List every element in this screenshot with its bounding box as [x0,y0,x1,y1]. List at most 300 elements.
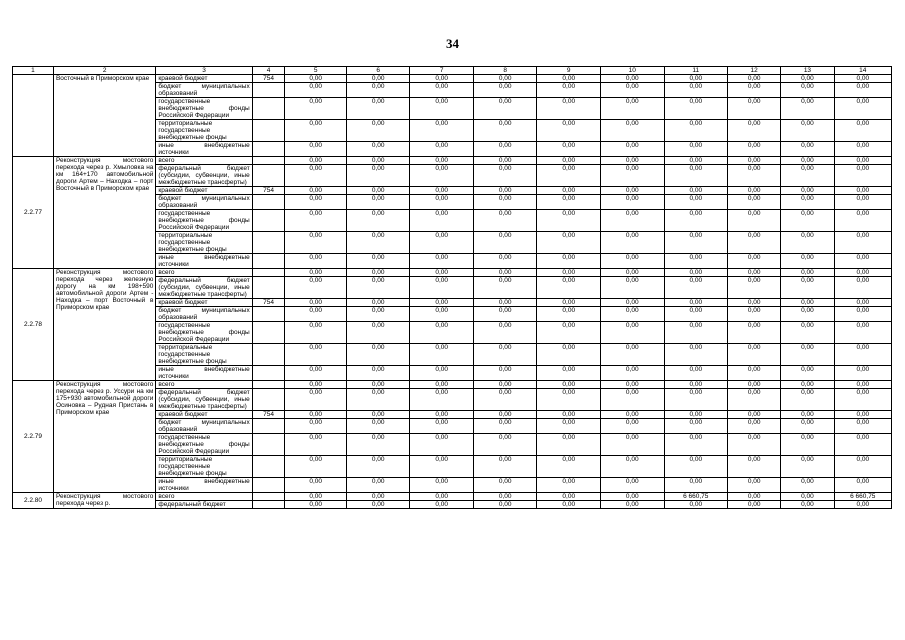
value-cell: 0,00 [728,456,781,478]
value-cell: 0,00 [781,493,834,501]
item-code: 2.2.78 [13,269,54,381]
funding-source: бюджет муниципальных образований [156,195,252,210]
value-cell: 0,00 [781,157,834,165]
funding-source: государственные внебюджетные фонды Российской Федерации [156,322,252,344]
value-cell: 0,00 [346,269,410,277]
value-cell: 0,00 [473,210,537,232]
item-name: Реконструкция мостового перехода через р. Уссури на км 175+930 автомобильной дороги Осиновка – Рудная Пристань в Приморском крае [53,381,155,493]
budget-table [12,66,892,509]
value-cell: 0,00 [410,419,474,434]
value-cell: 0,00 [346,277,410,299]
value-cell: 0,00 [537,142,601,157]
value-cell: 0,00 [473,366,537,381]
value-cell: 0,00 [601,456,665,478]
value-cell: 0,00 [473,254,537,269]
value-cell: 0,00 [346,232,410,254]
value-cell: 0,00 [728,501,781,509]
value-cell: 0,00 [834,501,891,509]
value-cell: 0,00 [473,165,537,187]
value-cell: 0,00 [728,254,781,269]
value-cell: 0,00 [285,411,346,419]
value-cell: 0,00 [346,142,410,157]
value-cell: 0,00 [537,501,601,509]
value-cell: 0,00 [285,478,346,493]
funding-source: краевой бюджет [156,299,252,307]
value-cell: 0,00 [834,210,891,232]
funding-source: иные внебюджетные источники [156,254,252,269]
value-cell: 0,00 [728,187,781,195]
value-cell: 0,00 [473,478,537,493]
value-cell: 0,00 [410,307,474,322]
header-cell: 12 [728,67,781,75]
value-cell: 0,00 [537,157,601,165]
gr-code-cell: 754 [252,411,285,419]
value-cell: 0,00 [664,195,728,210]
value-cell: 0,00 [473,389,537,411]
value-cell: 0,00 [410,493,474,501]
value-cell: 0,00 [728,165,781,187]
value-cell: 0,00 [781,434,834,456]
value-cell: 0,00 [346,299,410,307]
value-cell: 0,00 [664,187,728,195]
value-cell: 0,00 [728,493,781,501]
gr-code-cell [252,344,285,366]
value-cell: 0,00 [781,277,834,299]
table-row [13,381,892,389]
header-cell: 5 [285,67,346,75]
value-cell: 0,00 [473,269,537,277]
gr-code-cell [252,120,285,142]
value-cell: 0,00 [410,501,474,509]
value-cell: 0,00 [834,366,891,381]
funding-source: всего [156,157,252,165]
page-number: 34 [446,36,459,51]
value-cell: 0,00 [664,344,728,366]
value-cell: 0,00 [285,307,346,322]
value-cell: 0,00 [537,98,601,120]
value-cell: 0,00 [346,478,410,493]
value-cell: 0,00 [601,232,665,254]
table-body [13,75,892,509]
value-cell: 0,00 [346,411,410,419]
funding-source: государственные внебюджетные фонды Российской Федерации [156,98,252,120]
value-cell: 0,00 [601,142,665,157]
header-cell: 6 [346,67,410,75]
value-cell: 0,00 [346,366,410,381]
gr-code-cell [252,232,285,254]
value-cell: 0,00 [285,419,346,434]
value-cell: 0,00 [537,478,601,493]
value-cell: 0,00 [537,322,601,344]
value-cell: 0,00 [601,120,665,142]
item-code: 2.2.77 [13,157,54,269]
value-cell: 0,00 [781,389,834,411]
value-cell: 0,00 [728,142,781,157]
value-cell: 0,00 [410,165,474,187]
header-cell: 3 [156,67,252,75]
value-cell: 0,00 [473,411,537,419]
value-cell: 0,00 [285,381,346,389]
value-cell: 0,00 [728,434,781,456]
gr-code-cell [252,210,285,232]
value-cell: 0,00 [537,83,601,98]
funding-source: всего [156,381,252,389]
funding-source: краевой бюджет [156,75,252,83]
value-cell: 0,00 [285,269,346,277]
value-cell: 0,00 [285,210,346,232]
value-cell: 0,00 [781,98,834,120]
value-cell: 0,00 [601,501,665,509]
funding-source: государственные внебюджетные фонды Российской Федерации [156,210,252,232]
value-cell: 0,00 [410,98,474,120]
value-cell: 0,00 [664,456,728,478]
value-cell: 0,00 [346,434,410,456]
value-cell: 0,00 [781,307,834,322]
value-cell: 0,00 [781,269,834,277]
header-cell: 4 [252,67,285,75]
value-cell: 0,00 [601,381,665,389]
value-cell: 0,00 [537,434,601,456]
value-cell: 0,00 [834,254,891,269]
gr-code-cell [252,322,285,344]
value-cell: 0,00 [664,157,728,165]
value-cell: 0,00 [473,277,537,299]
value-cell: 0,00 [410,434,474,456]
value-cell: 0,00 [473,75,537,83]
value-cell: 0,00 [346,389,410,411]
value-cell: 0,00 [601,195,665,210]
value-cell: 0,00 [781,165,834,187]
value-cell: 0,00 [728,411,781,419]
value-cell: 0,00 [537,493,601,501]
value-cell: 0,00 [834,411,891,419]
value-cell: 0,00 [781,478,834,493]
value-cell: 0,00 [834,83,891,98]
value-cell: 0,00 [537,269,601,277]
gr-code-cell [252,254,285,269]
value-cell: 0,00 [728,98,781,120]
table-row [13,157,892,165]
value-cell: 0,00 [346,157,410,165]
gr-code-cell [252,434,285,456]
value-cell: 0,00 [834,195,891,210]
value-cell: 0,00 [834,277,891,299]
value-cell: 0,00 [834,381,891,389]
value-cell: 0,00 [834,157,891,165]
value-cell: 0,00 [601,366,665,381]
value-cell: 0,00 [285,195,346,210]
value-cell: 0,00 [410,277,474,299]
value-cell: 0,00 [285,254,346,269]
value-cell: 0,00 [346,456,410,478]
value-cell: 0,00 [781,322,834,344]
value-cell: 0,00 [410,254,474,269]
item-code [13,75,54,157]
value-cell: 0,00 [664,210,728,232]
value-cell: 0,00 [834,419,891,434]
value-cell: 0,00 [664,232,728,254]
value-cell: 0,00 [285,120,346,142]
value-cell: 0,00 [285,493,346,501]
value-cell: 0,00 [728,232,781,254]
gr-code-cell [252,366,285,381]
value-cell: 0,00 [346,419,410,434]
item-name: Реконструкция мостового перехода через р. Хмыловка на км 164+170 автомобильной дороги Артем – Находка – порт Восточный в Приморском крае [53,157,155,269]
funding-source: территориальные государственные внебюджетные фонды [156,344,252,366]
value-cell: 0,00 [473,98,537,120]
value-cell: 0,00 [410,344,474,366]
value-cell: 0,00 [285,165,346,187]
funding-source: территориальные государственные внебюджетные фонды [156,120,252,142]
value-cell: 0,00 [781,187,834,195]
value-cell: 0,00 [410,456,474,478]
item-code: 2.2.80 [13,493,54,509]
header-cell: 2 [53,67,155,75]
value-cell: 0,00 [728,381,781,389]
value-cell: 0,00 [664,322,728,344]
value-cell: 0,00 [834,478,891,493]
gr-code-cell [252,98,285,120]
value-cell: 0,00 [834,269,891,277]
funding-source: федеральный бюджет [156,501,252,509]
value-cell: 0,00 [410,322,474,344]
value-cell: 0,00 [285,187,346,195]
value-cell: 0,00 [664,75,728,83]
value-cell: 0,00 [664,389,728,411]
header-cell: 8 [473,67,537,75]
value-cell: 0,00 [537,277,601,299]
value-cell: 0,00 [834,142,891,157]
funding-source: бюджет муниципальных образований [156,307,252,322]
value-cell: 0,00 [346,210,410,232]
gr-code-cell [252,456,285,478]
value-cell: 0,00 [664,434,728,456]
value-cell: 0,00 [410,299,474,307]
funding-source: федеральный бюджет (субсидии, субвенции, иные межбюджетные трансферты) [156,277,252,299]
value-cell: 0,00 [728,195,781,210]
value-cell: 0,00 [728,269,781,277]
value-cell: 0,00 [410,381,474,389]
table-row [13,75,892,83]
funding-source: бюджет муниципальных образований [156,83,252,98]
value-cell: 0,00 [285,456,346,478]
value-cell: 0,00 [285,83,346,98]
value-cell: 0,00 [601,478,665,493]
gr-code-cell: 754 [252,187,285,195]
value-cell: 0,00 [285,98,346,120]
value-cell: 0,00 [728,344,781,366]
value-cell: 0,00 [728,322,781,344]
header-cell: 7 [410,67,474,75]
value-cell: 0,00 [601,277,665,299]
value-cell: 0,00 [781,456,834,478]
value-cell: 0,00 [473,434,537,456]
value-cell: 0,00 [346,307,410,322]
funding-source: всего [156,493,252,501]
value-cell: 0,00 [410,187,474,195]
value-cell: 0,00 [664,120,728,142]
value-cell: 0,00 [664,299,728,307]
value-cell: 0,00 [601,269,665,277]
value-cell: 0,00 [537,307,601,322]
value-cell: 0,00 [285,501,346,509]
value-cell: 0,00 [537,419,601,434]
header-cell: 11 [664,67,728,75]
value-cell: 0,00 [537,381,601,389]
value-cell: 0,00 [346,254,410,269]
value-cell: 0,00 [601,254,665,269]
value-cell: 0,00 [410,478,474,493]
value-cell: 0,00 [664,254,728,269]
value-cell: 0,00 [781,381,834,389]
value-cell: 0,00 [664,366,728,381]
header-cell: 13 [781,67,834,75]
funding-source: всего [156,269,252,277]
value-cell: 0,00 [781,411,834,419]
funding-source: территориальные государственные внебюджетные фонды [156,456,252,478]
value-cell: 0,00 [537,411,601,419]
value-cell: 0,00 [285,277,346,299]
value-cell: 0,00 [601,187,665,195]
value-cell: 0,00 [473,419,537,434]
value-cell: 0,00 [601,75,665,83]
funding-source: федеральный бюджет (субсидии, субвенции, иные межбюджетные трансферты) [156,165,252,187]
value-cell: 0,00 [537,344,601,366]
value-cell: 0,00 [728,299,781,307]
value-cell: 0,00 [410,75,474,83]
value-cell: 0,00 [537,456,601,478]
funding-source: иные внебюджетные источники [156,142,252,157]
value-cell: 0,00 [664,98,728,120]
item-name: Реконструкция мостового перехода через р. [53,493,155,509]
value-cell: 0,00 [781,232,834,254]
value-cell: 0,00 [346,493,410,501]
value-cell: 0,00 [664,142,728,157]
value-cell: 0,00 [834,307,891,322]
value-cell: 0,00 [537,299,601,307]
value-cell: 0,00 [285,322,346,344]
value-cell: 0,00 [781,299,834,307]
gr-code-cell [252,165,285,187]
value-cell: 0,00 [664,83,728,98]
gr-code-cell [252,419,285,434]
gr-code-cell [252,389,285,411]
value-cell: 0,00 [781,83,834,98]
value-cell: 0,00 [410,157,474,165]
value-cell: 0,00 [473,299,537,307]
item-name: Восточный в Приморском крае [53,75,155,157]
gr-code-cell [252,83,285,98]
value-cell: 0,00 [537,210,601,232]
value-cell: 0,00 [410,83,474,98]
value-cell: 0,00 [781,501,834,509]
gr-code-cell [252,269,285,277]
value-cell: 0,00 [537,120,601,142]
funding-source: территориальные государственные внебюджетные фонды [156,232,252,254]
value-cell: 0,00 [537,165,601,187]
value-cell: 0,00 [346,344,410,366]
header-row [13,67,892,75]
value-cell: 0,00 [537,254,601,269]
value-cell: 0,00 [410,142,474,157]
value-cell: 0,00 [601,411,665,419]
gr-code-cell [252,307,285,322]
value-cell: 0,00 [601,210,665,232]
value-cell: 0,00 [473,120,537,142]
value-cell: 0,00 [285,344,346,366]
value-cell: 0,00 [537,232,601,254]
value-cell: 0,00 [728,307,781,322]
funding-source: краевой бюджет [156,187,252,195]
value-cell: 0,00 [473,157,537,165]
value-cell: 6 660,75 [834,493,891,501]
value-cell: 0,00 [834,232,891,254]
value-cell: 0,00 [285,299,346,307]
value-cell: 0,00 [664,269,728,277]
value-cell: 0,00 [537,366,601,381]
value-cell: 0,00 [285,434,346,456]
value-cell: 0,00 [728,419,781,434]
value-cell: 0,00 [781,344,834,366]
value-cell: 0,00 [473,83,537,98]
funding-source: федеральный бюджет (субсидии, субвенции, иные межбюджетные трансферты) [156,389,252,411]
item-code: 2.2.79 [13,381,54,493]
value-cell: 0,00 [346,83,410,98]
value-cell: 0,00 [728,83,781,98]
gr-code-cell: 754 [252,299,285,307]
value-cell: 0,00 [410,389,474,411]
value-cell: 0,00 [728,75,781,83]
value-cell: 0,00 [537,75,601,83]
funding-source: краевой бюджет [156,411,252,419]
value-cell: 0,00 [285,142,346,157]
value-cell: 0,00 [664,165,728,187]
value-cell: 0,00 [601,434,665,456]
value-cell: 0,00 [781,210,834,232]
value-cell: 0,00 [473,493,537,501]
value-cell: 0,00 [346,501,410,509]
value-cell: 0,00 [473,142,537,157]
value-cell: 0,00 [728,120,781,142]
gr-code-cell [252,142,285,157]
value-cell: 0,00 [781,142,834,157]
value-cell: 0,00 [601,389,665,411]
value-cell: 0,00 [781,254,834,269]
value-cell: 0,00 [664,411,728,419]
value-cell: 0,00 [664,277,728,299]
value-cell: 0,00 [601,165,665,187]
value-cell: 0,00 [410,232,474,254]
value-cell: 0,00 [834,434,891,456]
value-cell: 0,00 [601,419,665,434]
table-row [13,493,892,501]
value-cell: 0,00 [473,456,537,478]
value-cell: 0,00 [601,98,665,120]
gr-code-cell [252,195,285,210]
value-cell: 0,00 [473,232,537,254]
value-cell: 0,00 [285,389,346,411]
value-cell: 0,00 [728,210,781,232]
value-cell: 0,00 [285,157,346,165]
value-cell: 0,00 [834,120,891,142]
funding-source: иные внебюджетные источники [156,478,252,493]
value-cell: 0,00 [410,210,474,232]
value-cell: 0,00 [537,195,601,210]
value-cell: 0,00 [473,195,537,210]
value-cell: 0,00 [285,366,346,381]
value-cell: 0,00 [410,195,474,210]
value-cell: 0,00 [781,195,834,210]
